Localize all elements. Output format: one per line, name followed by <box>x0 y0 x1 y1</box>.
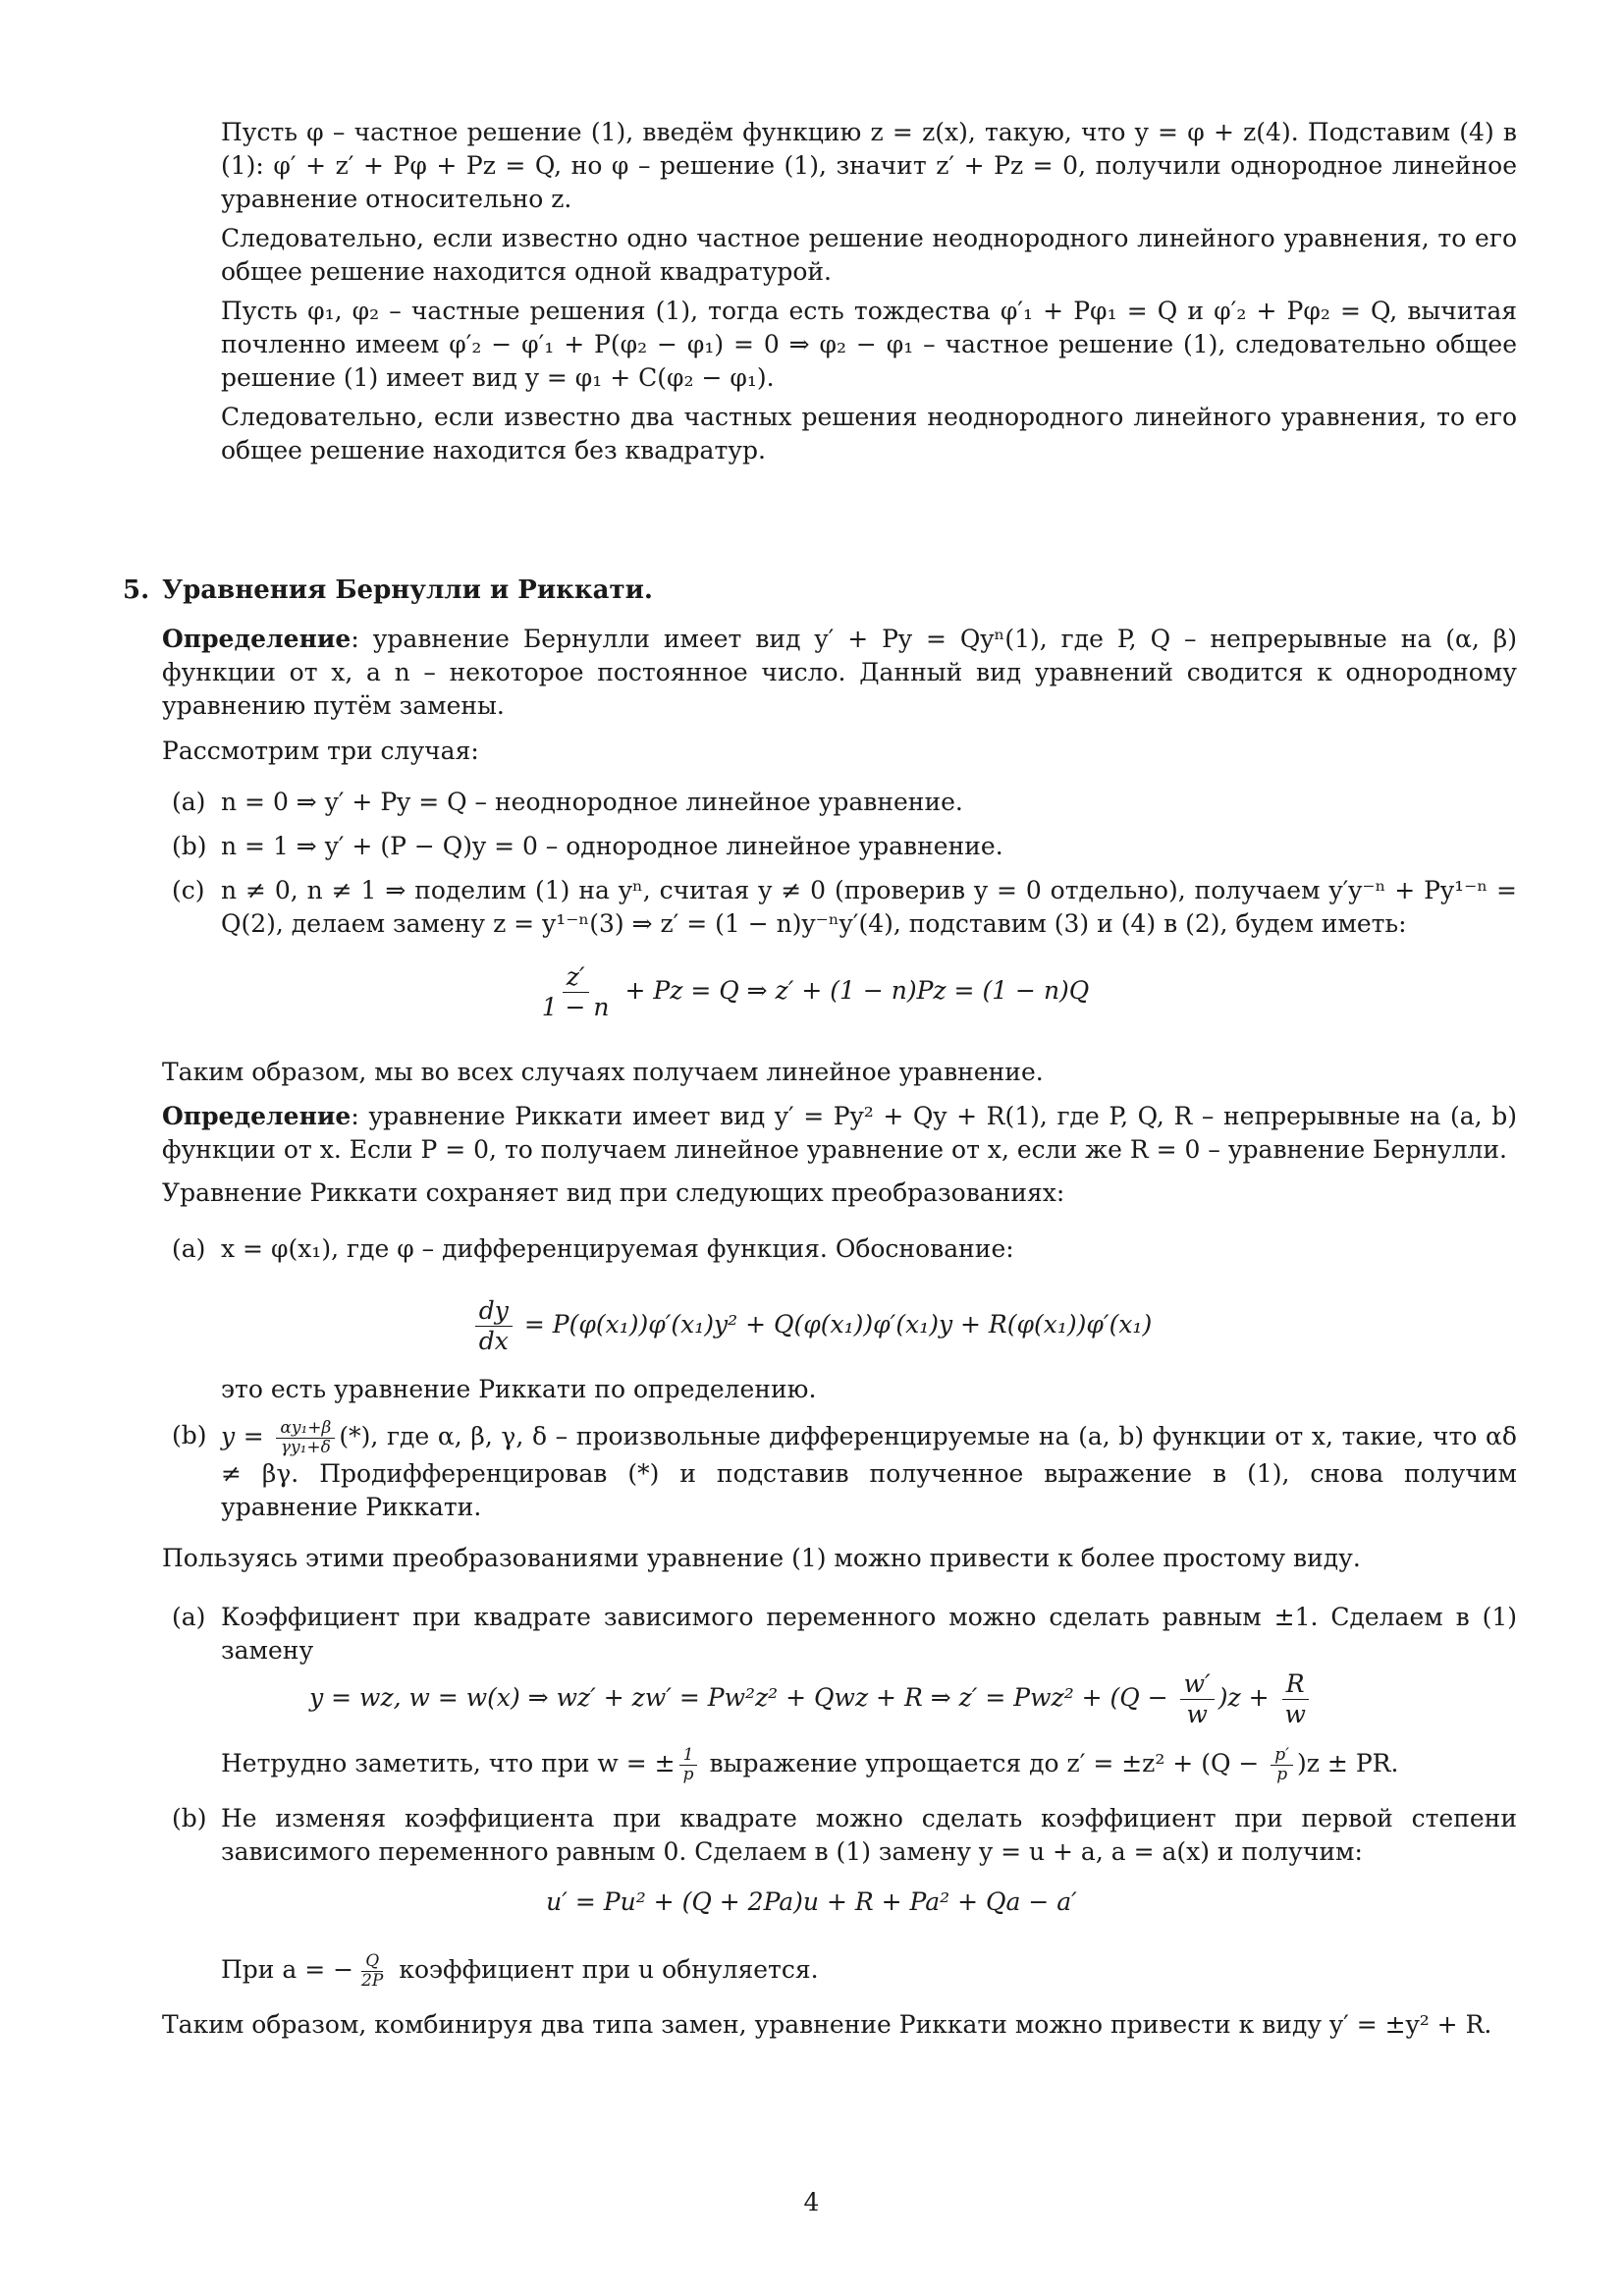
simplify-a-note: Нетрудно заметить, что при w = ± $\frac{1}{p}$ выражение упрощается до z′ = ±z² + (Q − $\frac{p'}{p}$ )z ± PR. <box>221 1745 1399 1784</box>
transform-b-label: (b) <box>172 1421 207 1449</box>
transform-a-after: это есть уравнение Риккати по определению. <box>221 1375 817 1403</box>
paragraph-no-quadrature: Следовательно, если известно два частных решения неоднородного линейного уравнения, то его общее решение находится без квадратур. <box>221 403 1517 465</box>
simplify-b-note: При a = − $\frac{Q}{2P}$ коэффициент при u обнуляется. <box>221 1951 819 1991</box>
transform-a-text: x = φ(x₁), где φ – дифференцируемая функция. Обоснование: <box>221 1234 1014 1263</box>
preserve-intro: Уравнение Риккати сохраняет вид при следующих преобразованиях: <box>162 1178 1065 1207</box>
simplify-b-text: Не изменяя коэффициента при квадрате можно сделать коэффициент при первой степени зависимого переменного равным 0. Сделаем в (1) замену y = u + a, a = a(x) и получим: <box>221 1804 1517 1866</box>
fraction: $\frac{Q}{2P}$ <box>361 1951 384 1991</box>
simplify-a-text: Коэффициент при квадрате зависимого переменного можно сделать равным ±1. Сделаем в (1) замену <box>221 1603 1517 1665</box>
transform-a-equation: $\frac{dy}{dx}$ = P(φ(x₁))φ′(x₁)y² + Q(φ(x₁))φ′(x₁)y + R(φ(x₁))φ′(x₁) <box>0 1296 1623 1356</box>
page-number: 4 <box>803 2188 820 2216</box>
case-c-label: (c) <box>172 876 205 904</box>
definition-label: Определение <box>162 1102 352 1130</box>
fraction: $\frac{p'}{p}$ <box>1271 1746 1293 1784</box>
case-a-text: n = 0 ⇒ y′ + Py = Q – неоднородное линейное уравнение. <box>221 788 963 816</box>
paragraph-two-solutions: Пусть φ₁, φ₂ – частные решения (1), тогда есть тождества φ′₁ + Pφ₁ = Q и φ′₂ + Pφ₂ = Q, вычитая почленно имеем φ′₂ − φ′₁ + P(φ₂ − φ₁) = 0 ⇒ φ₂ − φ₁ – частное решение (1), следовательно общее решение (1) имеет вид y = φ₁ + C(φ₂ − φ₁). <box>221 297 1517 392</box>
definition-label: Определение <box>162 625 352 653</box>
fraction: $\frac{\text{αy₁+β}}{\text{γy₁+δ}}$ <box>276 1419 335 1457</box>
conclusion-linear: Таким образом, мы во всех случаях получаем линейное уравнение. <box>162 1058 1044 1086</box>
case-b-label: (b) <box>172 832 207 860</box>
final-conclusion: Таким образом, комбинируя два типа замен, уравнение Риккати можно привести к виду y′ = ±y² + R. <box>162 2010 1492 2039</box>
fraction: $\frac{1}{p}$ <box>679 1746 698 1784</box>
simplify-a-equation: y = wz, w = w(x) ⇒ wz′ + zw′ = Pw²z² + Qwz + R ⇒ z′ = Pwz² + (Q − $\frac{w'}{w}$ )z + $\frac{R}{w}$ <box>0 1669 1623 1729</box>
fraction: $\frac{dy}{dx}$ <box>475 1296 513 1356</box>
simplify-b-equation: u′ = Pu² + (Q + 2Pa)u + R + Pa² + Qa − a′ <box>546 1887 1077 1916</box>
transform-a-label: (a) <box>172 1234 206 1263</box>
paragraph-one-quadrature: Следовательно, если известно одно частное решение неоднородного линейного уравнения, то его общее решение находится одной квадратурой. <box>221 224 1517 286</box>
riccati-definition <box>162 1100 1517 1167</box>
definition-text: : уравнение Бернулли имеет вид y′ + Py = Qyⁿ(1), где P, Q – непрерывные на (α, β) функции от x, а n – некоторое постоянное число. Данный вид уравнений сводится к однородному уравнению путём замены. <box>162 625 1517 720</box>
transform-b-text: y = $\frac{\text{αy₁+β}}{\text{γy₁+δ}}$ (*), где α, β, γ, δ – произвольные дифференцируемые на (a, b) функции от x, такие, что αδ ≠ βγ. Продифференцировав (*) и подставив полученное выражение в (1), снова получим уравнение Риккати. <box>221 1418 1517 1521</box>
simplify-intro: Пользуясь этими преобразованиями уравнение (1) можно привести к более простому виду. <box>162 1544 1361 1572</box>
case-c-equation: $\frac{z'}{1 - n}$ + Pz = Q ⇒ z′ + (1 − n)Pz = (1 − n)Q <box>0 962 1623 1022</box>
fraction: $\frac{R}{w}$ <box>1281 1669 1310 1729</box>
case-b-text: n = 1 ⇒ y′ + (P − Q)y = 0 – однородное линейное уравнение. <box>221 832 1003 860</box>
simplify-a-label: (a) <box>172 1603 206 1631</box>
section-heading <box>123 575 653 605</box>
fraction: $\frac{w'}{w}$ <box>1180 1669 1215 1729</box>
section-number: 5. <box>123 575 150 605</box>
paragraph-particular-solution: Пусть φ – частное решение (1), введём функцию z = z(x), такую, что y = φ + z(4). Подставим (4) в (1): φ′ + z′ + Pφ + Pz = Q, но φ – решение (1), значит z′ + Pz = 0, получили однородное линейное уравнение относительно z. <box>221 118 1517 213</box>
section-title: Уравнения Бернулли и Риккати. <box>162 575 653 605</box>
fraction: $\frac{z'}{1 - n}$ <box>541 962 610 1021</box>
three-cases-intro: Рассмотрим три случая: <box>162 737 479 765</box>
definition-text: : уравнение Риккати имеет вид y′ = Py² + Qy + R(1), где P, Q, R – непрерывные на (a, b) функции от x. Если P = 0, то получаем линейное уравнение от x, если же R = 0 – уравнение Бернулли. <box>162 1102 1517 1164</box>
case-c-text: n ≠ 0, n ≠ 1 ⇒ поделим (1) на yⁿ, считая y ≠ 0 (проверив y = 0 отдельно), получаем y′y⁻ⁿ + Py¹⁻ⁿ = Q(2), делаем замену z = y¹⁻ⁿ(3) ⇒ z′ = (1 − n)y⁻ⁿy′(4), подставим (3) и (4) в (2), будем иметь: <box>221 876 1517 938</box>
simplify-b-label: (b) <box>172 1804 207 1832</box>
case-a-label: (a) <box>172 788 206 816</box>
bernoulli-definition <box>162 623 1517 723</box>
